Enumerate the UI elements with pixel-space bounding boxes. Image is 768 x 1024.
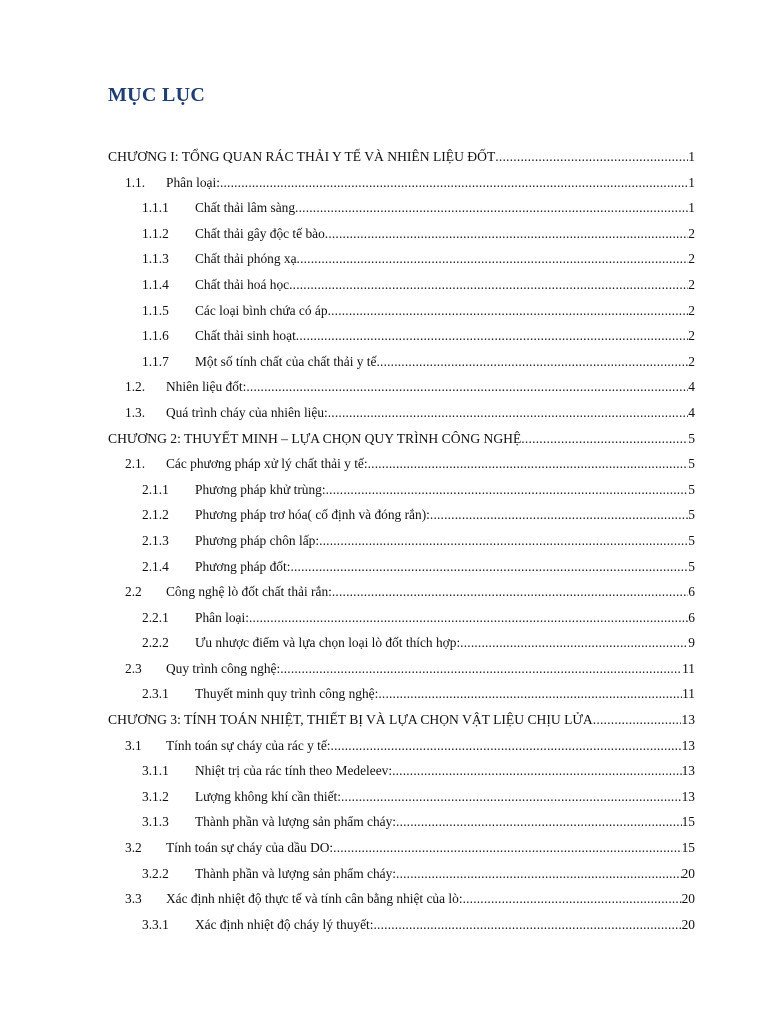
toc-dot-leader (290, 554, 688, 580)
toc-entry-line (195, 809, 695, 835)
toc-dot-leader (220, 170, 688, 196)
toc-page-number: 5 (688, 430, 695, 446)
toc-entry-line (195, 681, 695, 707)
toc-dot-leader (280, 656, 682, 682)
toc-page-number: 2 (688, 328, 695, 344)
toc-entry-title: CHƯƠNG 3: TÍNH TOÁN NHIỆT, THIẾT BỊ VÀ LỰA CHỌN VẬT LIỆU CHỊU LỬA (108, 712, 593, 728)
toc-entry[interactable] (0, 272, 768, 298)
toc-dot-leader (328, 400, 689, 426)
table-of-contents (0, 144, 768, 937)
toc-entry-title: Nhiệt trị của rác tính theo Medeleev: (195, 763, 393, 779)
toc-entry-title: Phân loại: (166, 174, 220, 190)
toc-page-number: 6 (688, 609, 695, 625)
toc-entry[interactable] (0, 554, 768, 580)
toc-chapter-entry[interactable] (0, 426, 768, 452)
toc-page-number: 1 (688, 149, 695, 164)
toc-entry-title: Phương pháp chôn lấp: (195, 532, 320, 548)
toc-entry-line (108, 426, 695, 452)
toc-entry-line (195, 349, 695, 375)
toc-page-number: 2 (688, 251, 695, 267)
toc-dot-leader (396, 861, 682, 887)
toc-entry[interactable] (0, 528, 768, 554)
toc-entry-number: 2.3.1 (142, 686, 169, 702)
toc-entry-line (195, 221, 695, 247)
toc-entry-number: 2.2 (125, 584, 142, 600)
toc-entry-title: Thành phần và lượng sản phẩm cháy: (195, 814, 397, 830)
toc-entry-title: Ưu nhược điểm và lựa chọn loại lò đốt thích hợp: (195, 635, 461, 651)
toc-entry[interactable] (0, 861, 768, 887)
toc-entry-line (195, 861, 695, 887)
toc-dot-leader (374, 912, 682, 938)
toc-entry-title: Tính toán sự cháy của dầu DO: (166, 840, 334, 856)
toc-entry-title: Chất thải hoá học (195, 276, 290, 292)
page-title: MỤC LỤC (108, 84, 206, 106)
toc-entry[interactable] (0, 477, 768, 503)
toc-entry[interactable] (0, 912, 768, 938)
toc-page-number: 13 (681, 763, 695, 779)
toc-entry[interactable] (0, 681, 768, 707)
toc-entry[interactable] (0, 886, 768, 912)
toc-dot-leader (430, 502, 688, 528)
toc-entry-number: 1.1. (125, 174, 146, 190)
toc-page-number: 1 (688, 200, 695, 216)
toc-entry[interactable] (0, 502, 768, 528)
toc-page-number: 5 (688, 481, 695, 497)
toc-entry-title: Thuyết minh quy trình công nghệ: (195, 686, 379, 702)
toc-entry-number: 3.1.2 (142, 788, 169, 804)
toc-entry-line (166, 886, 695, 912)
toc-entry-number: 1.3. (125, 404, 146, 420)
toc-entry-line (195, 195, 695, 221)
toc-entry-line (166, 656, 695, 682)
toc-page-number: 4 (688, 379, 695, 395)
toc-page-number: 20 (681, 891, 695, 907)
toc-entry-title: Phương pháp khử trùng: (195, 481, 326, 497)
toc-dot-leader (593, 707, 682, 733)
toc-entry-number: 3.1.1 (142, 763, 169, 779)
toc-entry-number: 3.3.1 (142, 916, 169, 932)
toc-page-number: 5 (688, 532, 695, 548)
toc-entry-title: Công nghệ lò đốt chất thải rắn: (166, 584, 332, 600)
toc-entry-title: Phân loại: (195, 609, 249, 625)
toc-dot-leader (460, 630, 688, 656)
toc-page-number: 15 (681, 840, 695, 856)
toc-entry[interactable] (0, 323, 768, 349)
toc-entry-number: 1.1.6 (142, 328, 169, 344)
toc-entry[interactable] (0, 451, 768, 477)
toc-dot-leader (376, 349, 688, 375)
toc-entry-title: CHƯƠNG I: TỔNG QUAN RÁC THẢI Y TẾ VÀ NHIÊN LIỆU ĐỐT (108, 149, 496, 164)
toc-page-number: 4 (688, 404, 695, 420)
toc-entry[interactable] (0, 835, 768, 861)
toc-entry-line (166, 374, 695, 400)
toc-entry-title: Nhiên liệu đốt: (166, 379, 247, 395)
toc-entry-line (195, 912, 695, 938)
toc-entry-title: Một số tính chất của chất thải y tế (195, 353, 377, 369)
toc-entry-line (195, 246, 695, 272)
toc-page-number: 13 (681, 788, 695, 804)
toc-page-number: 5 (688, 558, 695, 574)
toc-entry-number: 2.3 (125, 660, 142, 676)
toc-entry-number: 2.2.2 (142, 635, 169, 651)
toc-entry-line (195, 528, 695, 554)
toc-dot-leader (392, 758, 682, 784)
toc-entry-line (166, 170, 695, 196)
toc-dot-leader (289, 272, 688, 298)
toc-dot-leader (249, 605, 688, 631)
toc-page-number: 11 (682, 686, 695, 702)
toc-page-number: 5 (688, 456, 695, 472)
toc-page-number: 2 (688, 302, 695, 318)
toc-entry-number: 3.3 (125, 891, 142, 907)
toc-dot-leader (341, 784, 682, 810)
toc-dot-leader (297, 246, 689, 272)
toc-page-number: 11 (682, 660, 695, 676)
toc-entry[interactable] (0, 195, 768, 221)
toc-entry[interactable] (0, 246, 768, 272)
toc-entry-title: Chất thải gây độc tế bào (195, 225, 325, 241)
toc-entry-line (195, 477, 695, 503)
toc-entry-number: 1.1.2 (142, 225, 169, 241)
toc-dot-leader (325, 221, 689, 247)
toc-entry-line (195, 272, 695, 298)
toc-page-number: 20 (681, 916, 695, 932)
toc-dot-leader (332, 579, 688, 605)
toc-entry-title: Lượng không khí cần thiết: (195, 788, 341, 804)
toc-entry-title: CHƯƠNG 2: THUYẾT MINH – LỰA CHỌN QUY TRÌNH CÔNG NGHỆ (108, 430, 522, 446)
toc-entry-number: 1.1.4 (142, 276, 169, 292)
toc-entry-line (195, 298, 695, 324)
toc-entry-number: 2.1.2 (142, 507, 169, 523)
toc-entry-line (166, 579, 695, 605)
toc-dot-leader (296, 323, 689, 349)
toc-entry-title: Các loại bình chứa có áp (195, 302, 328, 318)
toc-entry-number: 2.1.1 (142, 481, 169, 497)
toc-page-number: 1 (688, 174, 695, 190)
toc-entry-line (166, 451, 695, 477)
toc-page-number: 13 (681, 737, 695, 753)
toc-entry-number: 1.1.1 (142, 200, 169, 216)
toc-dot-leader (326, 477, 689, 503)
toc-page-number: 2 (688, 353, 695, 369)
toc-entry-number: 1.2. (125, 379, 146, 395)
toc-entry-number: 3.1 (125, 737, 142, 753)
toc-dot-leader (319, 528, 688, 554)
toc-dot-leader (246, 374, 688, 400)
toc-entry-number: 2.1. (125, 456, 146, 472)
toc-page-number: 13 (681, 712, 695, 728)
toc-entry-number: 3.1.3 (142, 814, 169, 830)
toc-page-number: 9 (688, 635, 695, 651)
toc-page-number: 15 (681, 814, 695, 830)
toc-dot-leader (368, 451, 689, 477)
toc-entry-title: Tính toán sự cháy của rác y tế: (166, 737, 331, 753)
toc-entry-line (195, 758, 695, 784)
toc-entry-title: Quá trình cháy của nhiên liệu: (166, 404, 328, 420)
toc-entry[interactable] (0, 170, 768, 196)
toc-entry-number: 3.2 (125, 840, 142, 856)
toc-entry-line (195, 323, 695, 349)
toc-entry[interactable] (0, 579, 768, 605)
toc-dot-leader (396, 809, 682, 835)
toc-dot-leader (333, 835, 681, 861)
toc-entry-title: Quy trình công nghệ: (166, 660, 281, 676)
toc-page-number: 2 (688, 276, 695, 292)
toc-dot-leader (328, 298, 689, 324)
toc-entry[interactable] (0, 630, 768, 656)
toc-entry-title: Phương pháp trơ hóa( cố định và đóng rắn): (195, 507, 430, 523)
toc-entry-title: Các phương pháp xử lý chất thải y tế: (166, 456, 368, 472)
toc-entry-number: 2.1.3 (142, 532, 169, 548)
toc-entry-line (166, 400, 695, 426)
toc-entry[interactable] (0, 784, 768, 810)
toc-entry[interactable] (0, 298, 768, 324)
toc-dot-leader (521, 426, 688, 452)
toc-dot-leader (463, 886, 682, 912)
toc-entry[interactable] (0, 349, 768, 375)
toc-entry-title: Chất thải sinh hoạt (195, 328, 296, 344)
toc-entry-line (108, 144, 695, 170)
toc-entry-line (195, 605, 695, 631)
toc-entry[interactable] (0, 221, 768, 247)
toc-page-number: 2 (688, 225, 695, 241)
toc-entry-line (108, 707, 695, 733)
toc-dot-leader (331, 733, 682, 759)
toc-entry-title: Xác định nhiệt độ cháy lý thuyết: (195, 916, 374, 932)
toc-page-number: 5 (688, 507, 695, 523)
toc-entry[interactable] (0, 809, 768, 835)
toc-entry-number: 2.1.4 (142, 558, 169, 574)
toc-entry-title: Chất thải lâm sàng (195, 200, 296, 216)
toc-dot-leader (495, 144, 688, 170)
toc-entry[interactable] (0, 656, 768, 682)
toc-entry-number: 3.2.2 (142, 865, 169, 881)
toc-entry-line (166, 733, 695, 759)
toc-dot-leader (378, 681, 682, 707)
toc-entry-line (195, 784, 695, 810)
toc-entry-line (195, 502, 695, 528)
toc-dot-leader (295, 195, 688, 221)
toc-entry-line (195, 630, 695, 656)
toc-entry-title: Phương pháp đốt: (195, 558, 291, 574)
toc-entry-number: 1.1.7 (142, 353, 169, 369)
toc-entry[interactable] (0, 374, 768, 400)
toc-chapter-entry[interactable] (0, 707, 768, 733)
toc-entry-number: 2.2.1 (142, 609, 169, 625)
toc-entry-line (195, 554, 695, 580)
toc-page-number: 6 (688, 584, 695, 600)
toc-page-number: 20 (681, 865, 695, 881)
toc-entry[interactable] (0, 733, 768, 759)
toc-entry-title: Xác định nhiệt độ thực tế và tính cân bằng nhiệt của lò: (166, 891, 463, 907)
toc-chapter-entry[interactable] (0, 144, 768, 170)
toc-entry-title: Chất thải phóng xạ (195, 251, 297, 267)
toc-entry[interactable] (0, 605, 768, 631)
toc-entry[interactable] (0, 400, 768, 426)
toc-entry-title: Thành phần và lượng sản phẩm cháy: (195, 865, 397, 881)
toc-entry-line (166, 835, 695, 861)
toc-entry[interactable] (0, 758, 768, 784)
toc-entry-number: 1.1.3 (142, 251, 169, 267)
toc-entry-number: 1.1.5 (142, 302, 169, 318)
